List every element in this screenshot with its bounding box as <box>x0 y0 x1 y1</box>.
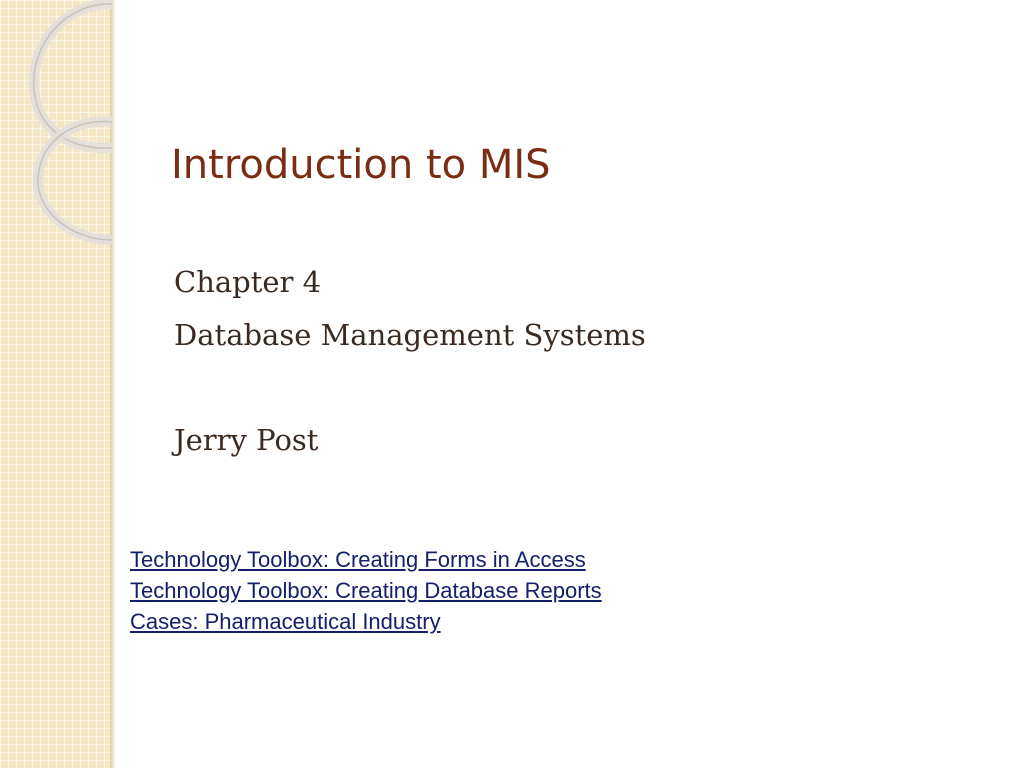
decorative-rings-icon <box>0 0 150 260</box>
link-database-reports[interactable]: Technology Toolbox: Creating Database Reports <box>130 578 602 603</box>
author-name: Jerry Post <box>174 423 319 457</box>
chapter-label: Chapter 4 <box>174 265 322 299</box>
slide-title: Introduction to MIS <box>171 142 551 188</box>
chapter-topic: Database Management Systems <box>174 318 646 352</box>
link-list <box>130 544 602 637</box>
link-forms-in-access[interactable]: Technology Toolbox: Creating Forms in Access <box>130 547 586 572</box>
link-pharmaceutical-cases[interactable]: Cases: Pharmaceutical Industry <box>130 609 441 634</box>
